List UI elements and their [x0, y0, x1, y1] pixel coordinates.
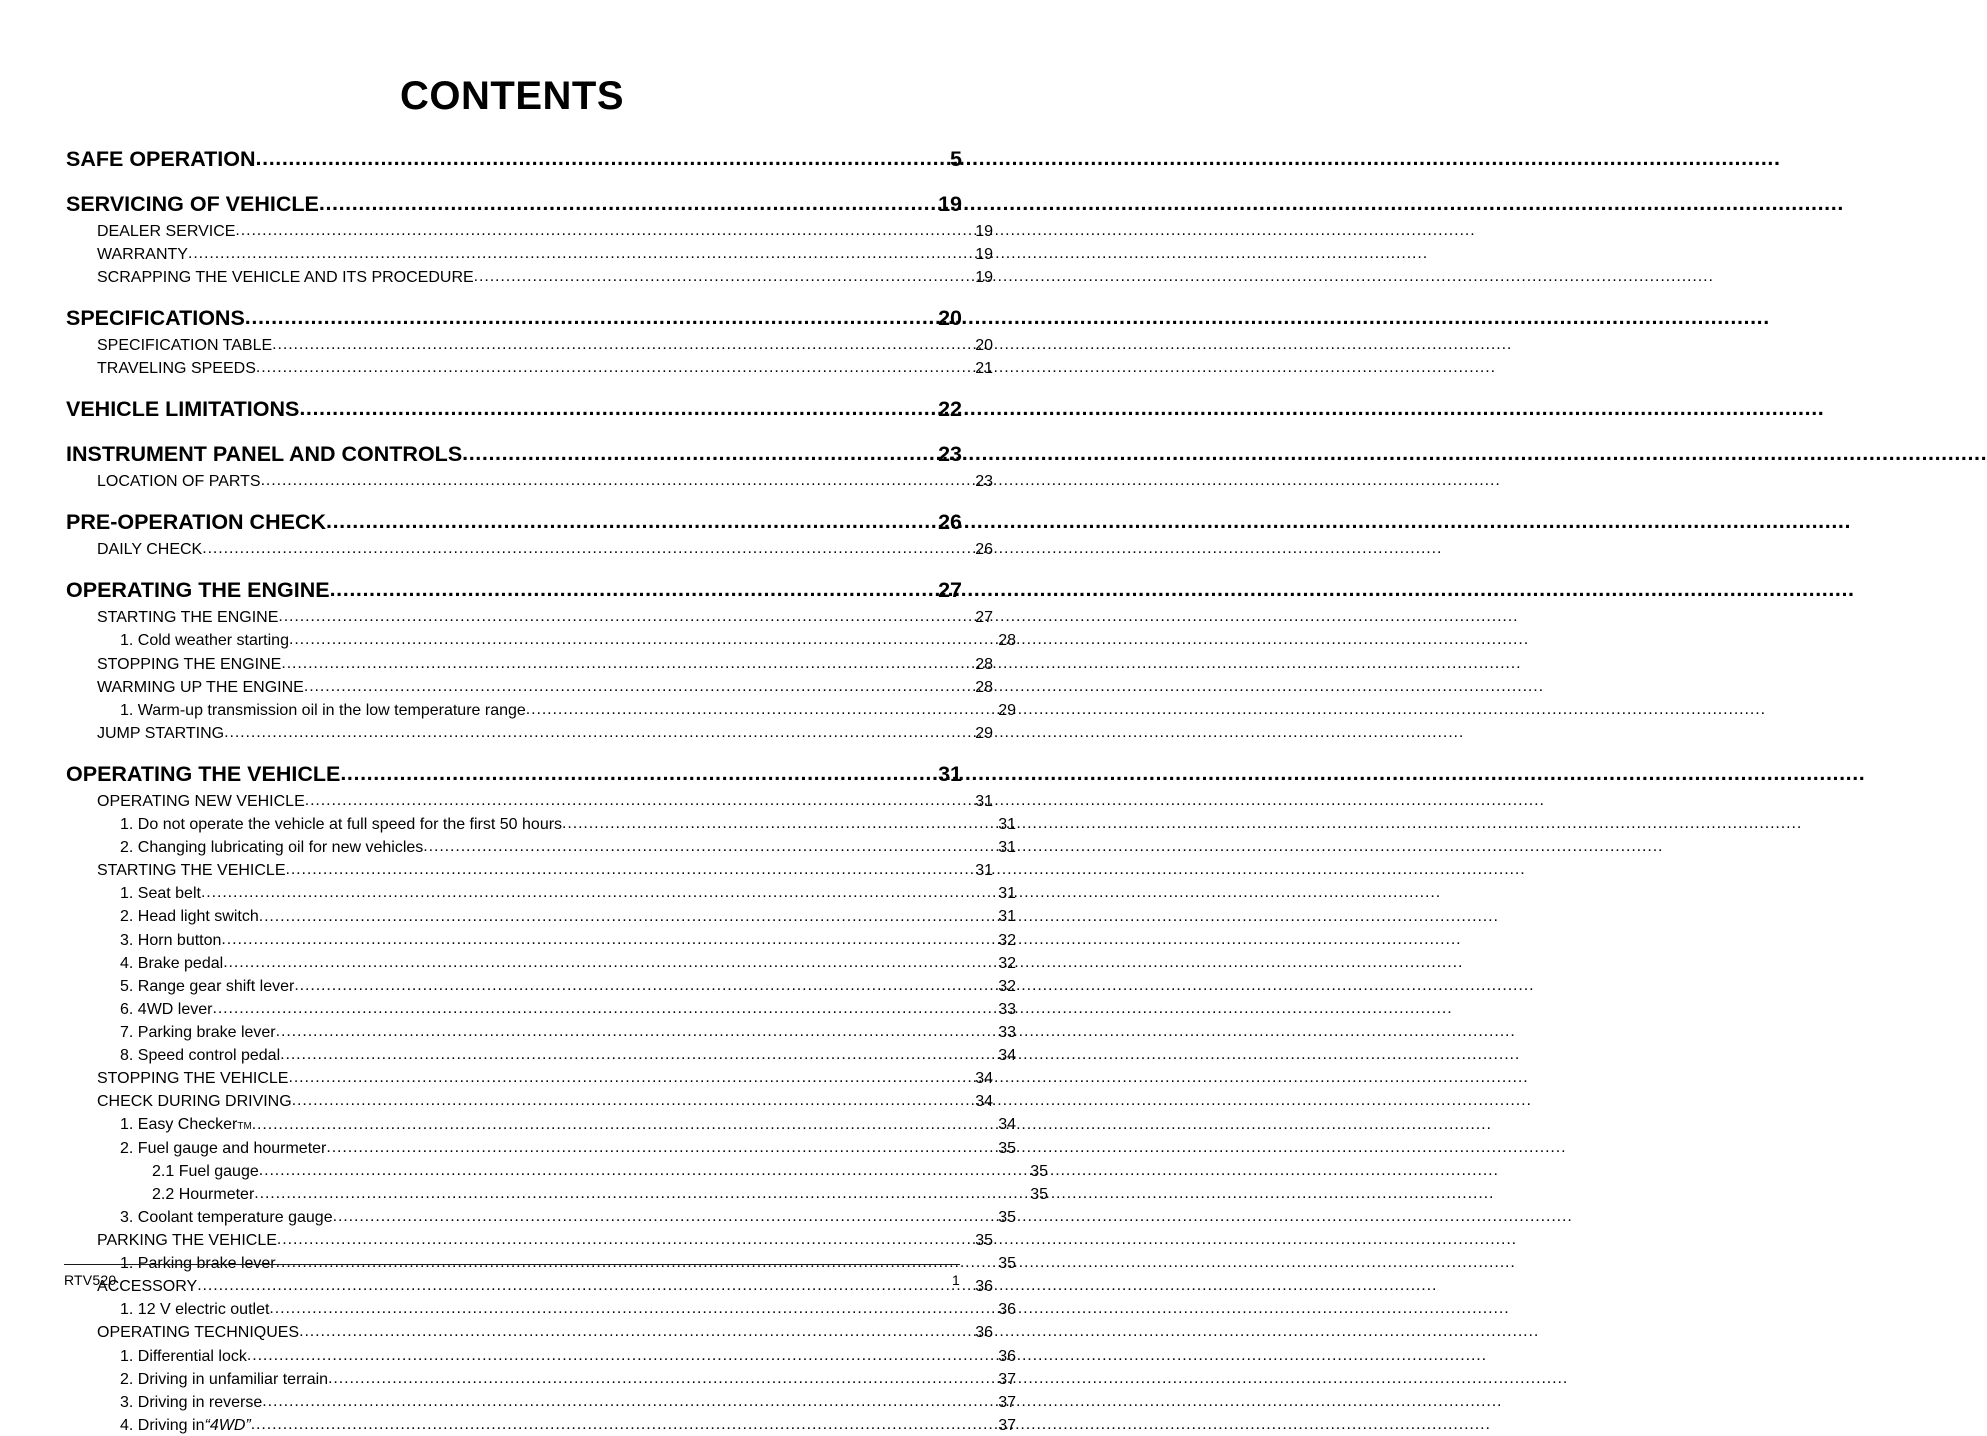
toc-entry-level-3[interactable]: [64, 1299, 1016, 1320]
toc-entry-label: 5. Range gear shift lever: [120, 977, 295, 995]
toc-entry-level-2[interactable]: [64, 244, 993, 265]
toc-entry-page-number: 28: [975, 655, 993, 673]
dot-leader: [245, 304, 936, 332]
toc-entry-page-number: 37: [998, 1370, 1016, 1388]
toc-entry-level-3[interactable]: [64, 953, 1016, 974]
toc-entry-label: 2. Head light switch: [120, 908, 259, 926]
toc-entry-page-number: 27: [938, 578, 962, 603]
dot-leader: [251, 1414, 994, 1435]
dot-leader: [423, 836, 994, 857]
dot-leader: [319, 190, 936, 218]
toc-entry-label: DAILY CHECK: [97, 541, 203, 559]
dot-leader: [294, 975, 994, 996]
toc-entry-label: CHECK DURING DRIVING: [97, 1093, 292, 1111]
toc-entry-page-number: 37: [998, 1393, 1016, 1411]
toc-entry-level-4[interactable]: [64, 1184, 1048, 1205]
toc-entry-level-3[interactable]: [64, 1369, 1016, 1390]
toc-entry-level-1[interactable]: [64, 396, 962, 424]
toc-entry-label: 1. Cold weather starting: [120, 632, 289, 650]
toc-entry-label: 4. Brake pedal: [120, 954, 224, 972]
toc-entry-label: 3. Coolant temperature gauge: [120, 1208, 333, 1226]
toc-entry-page-number: 26: [938, 510, 962, 535]
toc-entry-page-number: 32: [998, 954, 1016, 972]
toc-entry-label: LOCATION OF PARTS: [97, 473, 261, 491]
toc-entry-label-emphasis: “4WD”: [204, 1416, 251, 1434]
toc-entry-level-3[interactable]: [64, 999, 1016, 1020]
footer-page-number: 1: [952, 1272, 960, 1288]
toc-entry-level-3[interactable]: [64, 976, 1016, 997]
toc-entry-level-2[interactable]: [64, 1322, 993, 1343]
toc-entry-label: 1. Differential lock: [120, 1347, 247, 1365]
toc-entry-label: PARKING THE VEHICLE: [97, 1232, 277, 1249]
toc-entry-page-number: 33: [998, 1024, 1016, 1042]
toc-entry-label: PRE-OPERATION CHECK: [66, 510, 327, 535]
toc-entry-page-number: 31: [975, 862, 993, 880]
toc-entry-level-2[interactable]: [64, 267, 993, 288]
dot-leader: [326, 1137, 994, 1158]
toc-entry-level-2[interactable]: [64, 723, 993, 744]
toc-entry-page-number: 19: [975, 269, 993, 287]
toc-entry-level-3[interactable]: [64, 930, 1016, 951]
toc-entry-page-number: 35: [998, 1208, 1016, 1226]
toc-entry-label: 1. Parking brake lever: [120, 1255, 276, 1273]
toc-entry-level-3[interactable]: [64, 1392, 1016, 1413]
toc-entry-page-number: 22: [938, 397, 962, 422]
toc-entry-label: STARTING THE VEHICLE: [97, 862, 286, 880]
toc-entry-level-1[interactable]: [64, 191, 962, 219]
toc-entry-label: 6. 4WD lever: [120, 1000, 213, 1018]
toc-entry-label: 3. Horn button: [120, 931, 222, 949]
toc-entry-label: 1. Seat belt: [120, 885, 201, 903]
toc-entry-page-number: 35: [1030, 1162, 1048, 1180]
toc-entry-page-number: 37: [998, 1416, 1016, 1434]
toc-entry-page-number: 20: [938, 306, 962, 331]
toc-entry-level-3[interactable]: [64, 630, 1016, 651]
dot-leader: [285, 859, 971, 880]
toc-entry-level-4[interactable]: [64, 1161, 1048, 1182]
toc-entry-level-2[interactable]: [64, 1091, 993, 1112]
dot-leader: [288, 1067, 971, 1088]
toc-entry-label: JUMP STARTING: [97, 724, 225, 742]
dot-leader: [299, 395, 936, 423]
toc-entry-label: WARMING UP THE ENGINE: [97, 678, 304, 696]
toc-entry-level-2[interactable]: [64, 335, 993, 356]
toc-entry-label: 8. Speed control pedal: [120, 1047, 281, 1065]
toc-entry-page-number: 23: [938, 442, 962, 467]
dot-leader: [276, 1021, 994, 1042]
dot-leader: [223, 952, 994, 973]
dot-leader: [278, 606, 971, 627]
toc-entry-page-number: 26: [975, 541, 993, 559]
toc-entry-label: 2. Fuel gauge and hourmeter: [120, 1139, 327, 1157]
toc-entry-level-3[interactable]: [64, 1346, 1016, 1367]
toc-entry-page-number: 34: [975, 1093, 993, 1111]
toc-entry-page-number: 31: [998, 816, 1016, 834]
toc-entry-page-number: 31: [998, 885, 1016, 903]
dot-leader: [333, 1206, 994, 1227]
page-title: CONTENTS: [400, 74, 624, 118]
toc-entry-level-3[interactable]: [64, 700, 1016, 721]
toc-entry-page-number: 5: [950, 147, 962, 171]
footer-divider: [64, 1264, 960, 1265]
toc-entry-label: VEHICLE LIMITATIONS: [66, 397, 300, 422]
toc-entry-label: 7. Parking brake lever: [120, 1024, 276, 1042]
dot-leader: [256, 145, 936, 173]
toc-entry-level-2[interactable]: [64, 791, 993, 812]
toc-entry-level-2[interactable]: [64, 471, 993, 492]
toc-entry-page-number: 32: [998, 931, 1016, 949]
dot-leader: [462, 440, 936, 468]
toc-entry-page-number: 31: [998, 908, 1016, 926]
toc-entry-level-2[interactable]: [64, 1068, 993, 1089]
toc-entry-page-number: 29: [975, 724, 993, 742]
toc-entry-label: 2. Driving in unfamiliar terrain: [120, 1370, 329, 1388]
toc-entry-label: DEALER SERVICE: [97, 222, 236, 240]
toc-entry-label: OPERATING THE ENGINE: [66, 578, 330, 603]
toc-entry-page-number: 36: [998, 1301, 1016, 1319]
toc-entry-page-number: 31: [938, 761, 962, 786]
toc-entry-level-1[interactable]: [64, 305, 962, 333]
toc-entry-page-number: 21: [975, 360, 993, 378]
toc-entry-label: 2.1 Fuel gauge: [152, 1162, 259, 1180]
dot-leader: [272, 334, 971, 355]
toc-entry-page-number: 32: [998, 977, 1016, 995]
toc-entry-page-number: 19: [938, 191, 962, 216]
toc-entry-level-2[interactable]: [64, 221, 993, 242]
toc-entry-level-1[interactable]: [64, 761, 962, 789]
toc-entry-page-number: 36: [975, 1278, 993, 1296]
toc-entry-label: SPECIFICATION TABLE: [97, 337, 273, 355]
footer-model-code: RTV520: [64, 1272, 117, 1288]
toc-entry-label: SAFE OPERATION: [66, 147, 256, 171]
toc-entry-level-1[interactable]: [64, 146, 962, 174]
dot-leader: [247, 1345, 994, 1366]
toc-entry-page-number: 29: [998, 701, 1016, 719]
page-footer: [64, 1264, 960, 1288]
dot-leader: [188, 243, 971, 264]
dot-leader: [235, 220, 971, 241]
toc-entry-page-number: 34: [998, 1047, 1016, 1065]
toc-entry-level-2[interactable]: [64, 358, 993, 379]
toc-entry-label: STOPPING THE VEHICLE: [97, 1070, 289, 1088]
toc-entry-page-number: 35: [975, 1232, 993, 1249]
dot-leader: [277, 1229, 971, 1250]
dot-leader: [289, 629, 994, 650]
toc-entry-label: OPERATING TECHNIQUES: [97, 1324, 300, 1342]
toc-entry-label: ACCESSORY: [97, 1278, 198, 1296]
toc-entry-label: SERVICING OF VEHICLE: [66, 191, 319, 216]
toc-entry-label: STARTING THE ENGINE: [97, 609, 279, 627]
toc-entry-label: OPERATING NEW VEHICLE: [97, 792, 305, 810]
toc-entry-page-number: 31: [975, 792, 993, 810]
dot-leader: [262, 1391, 994, 1412]
toc-entry-page-number: 35: [998, 1139, 1016, 1157]
toc-entry-level-2[interactable]: [64, 539, 993, 560]
toc-entry-label: 1. Warm-up transmission oil in the low temperature range: [120, 701, 526, 719]
toc-entry-level-1[interactable]: [64, 509, 962, 537]
toc-entry-page-number: 34: [975, 1070, 993, 1088]
toc-entry-level-3[interactable]: [64, 1045, 1016, 1066]
dot-leader: [305, 790, 971, 811]
toc-entry-label: 3. Driving in reverse: [120, 1393, 263, 1411]
toc-entry-level-2[interactable]: [64, 607, 993, 628]
dot-leader: [562, 813, 994, 834]
dot-leader: [526, 699, 994, 720]
toc-entry-level-1[interactable]: [64, 441, 962, 469]
toc-entry-label: 1. Do not operate the vehicle at full speed for the first 50 hours: [120, 816, 563, 834]
dot-leader: [281, 653, 971, 674]
toc-entry-label: SCRAPPING THE VEHICLE AND ITS PROCEDURE: [97, 269, 474, 287]
dot-leader: [202, 538, 971, 559]
toc-entry-label: STOPPING THE ENGINE: [97, 655, 282, 673]
dot-leader: [256, 357, 971, 378]
toc-entry-level-3[interactable]: 1. Easy Checker TM ..... 34: [64, 1114, 1016, 1135]
toc-entry-page-number: 36: [975, 1324, 993, 1342]
dot-leader: [330, 576, 936, 604]
toc-entry-level-2[interactable]: [64, 1230, 993, 1251]
toc-entry-level-3[interactable]: [64, 1138, 1016, 1159]
dot-leader: [269, 1298, 994, 1319]
toc-entry-level-3[interactable]: [64, 1415, 1016, 1436]
toc-entry-page-number: 28: [975, 678, 993, 696]
dot-leader: [221, 929, 994, 950]
toc-entry-level-2[interactable]: [64, 677, 993, 698]
table-of-contents-list: [64, 146, 1048, 1436]
toc-entry-level-2[interactable]: [64, 860, 993, 881]
toc-entry-page-number: 19: [975, 245, 993, 263]
dot-leader: [261, 470, 971, 491]
toc-entry-label: INSTRUMENT PANEL AND CONTROLS: [66, 442, 463, 467]
dot-leader: [224, 722, 971, 743]
toc-entry-level-3[interactable]: [64, 1207, 1016, 1228]
dot-leader: [252, 1114, 994, 1135]
dot-leader: [326, 508, 936, 536]
dot-leader: [304, 676, 971, 697]
dot-leader: [328, 1368, 994, 1389]
toc-entry-label: 1. Easy Checker: [120, 1116, 238, 1134]
toc-entry-level-3[interactable]: [64, 837, 1016, 858]
toc-entry-page-number: 31: [998, 839, 1016, 857]
dot-leader: [292, 1090, 971, 1111]
toc-entry-level-3[interactable]: [64, 814, 1016, 835]
toc-entry-level-3[interactable]: [64, 906, 1016, 927]
dot-leader: [212, 998, 994, 1019]
toc-entry-label: SPECIFICATIONS: [66, 306, 245, 331]
toc-entry-page-number: 27: [975, 609, 993, 627]
toc-entry-level-3[interactable]: [64, 883, 1016, 904]
toc-entry-page-number: 28: [998, 632, 1016, 650]
toc-entry-label: 2. Changing lubricating oil for new vehicles: [120, 839, 424, 857]
dot-leader: [299, 1321, 971, 1342]
toc-entry-level-3[interactable]: [64, 1022, 1016, 1043]
toc-entry-page-number: 35: [998, 1255, 1016, 1273]
dot-leader: [280, 1044, 994, 1065]
toc-entry-label: OPERATING THE VEHICLE: [66, 761, 341, 786]
toc-entry-label: 1. 12 V electric outlet: [120, 1301, 270, 1319]
toc-entry-label: TRAVELING SPEEDS: [97, 360, 256, 378]
dot-leader: [259, 1160, 1026, 1181]
dot-leader: [474, 266, 971, 287]
toc-entry-page-number: 33: [998, 1000, 1016, 1018]
toc-entry-page-number: 35: [1030, 1185, 1048, 1203]
toc-entry-page-number: 34: [998, 1116, 1016, 1134]
toc-entry-page-number: 36: [998, 1347, 1016, 1365]
dot-leader: [254, 1183, 1026, 1204]
toc-entry-page-number: 20: [975, 337, 993, 355]
dot-leader: [201, 882, 994, 903]
toc-entry-level-2[interactable]: [64, 654, 993, 675]
dot-leader: [340, 760, 936, 788]
toc-entry-label: WARRANTY: [97, 245, 188, 263]
toc-entry-label: 2.2 Hourmeter: [152, 1185, 255, 1203]
toc-entry-page-number: 19: [975, 222, 993, 240]
toc-entry-label: 4. Driving in: [120, 1416, 205, 1434]
toc-entry-page-number: 23: [975, 473, 993, 491]
toc-entry-level-1[interactable]: [64, 577, 962, 605]
dot-leader: [259, 906, 994, 927]
